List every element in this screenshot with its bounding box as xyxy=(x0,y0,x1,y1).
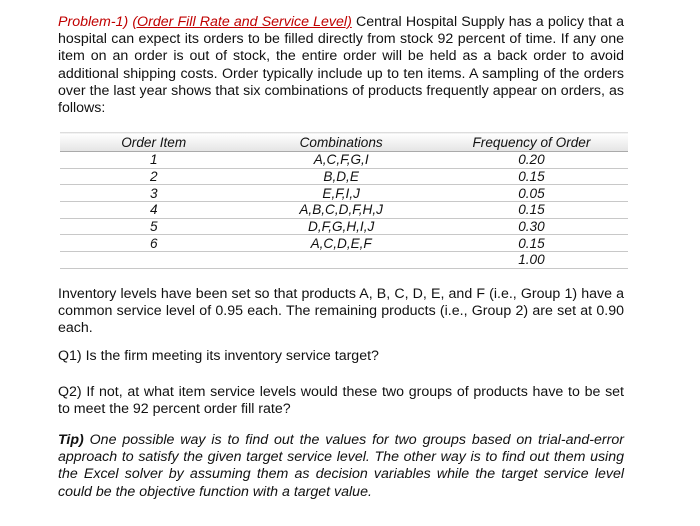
cell-total: 1.00 xyxy=(518,252,545,268)
problem-label: Problem-1) xyxy=(58,14,129,30)
cell-frequency: 0.15 xyxy=(518,235,545,251)
cell-combination: E,F,I,J xyxy=(322,185,360,201)
problem-text: Central Hospital Supply has a policy that a hospital can expect its orders to be filled directly from stock 92 percent of time. If any one item on an order is out of stock, the entire order will be held as a back order to avoid additional shipping costs. Order typically include up to ten items. A sampling of the orders over the last year shows that six combinations of products frequently appear on orders, as follows: xyxy=(58,14,624,117)
table-row xyxy=(60,168,628,185)
cell-frequency: 0.15 xyxy=(518,202,545,218)
inventory-paragraph: Inventory levels have been set so that products A, B, C, D, E, and F (i.e., Group 1) have a common service level of 0.95 each. The remaining products (i.e., Group 2) are set at 0.90 each. xyxy=(58,286,624,337)
problem-statement xyxy=(58,14,624,117)
cell-frequency: 0.05 xyxy=(518,185,545,201)
cell-item: 1 xyxy=(149,152,158,168)
cell-item: 3 xyxy=(149,185,158,201)
cell-item: 5 xyxy=(149,219,158,235)
problem-topic: (Order Fill Rate and Service Level) xyxy=(132,14,352,30)
cell-combination: A,C,D,E,F xyxy=(310,235,372,251)
cell-combination: A,C,F,G,I xyxy=(313,152,369,168)
table-header-row xyxy=(60,133,628,152)
tip-label: Tip) xyxy=(58,432,84,448)
header-frequency: Frequency of Order xyxy=(435,133,628,152)
cell-combination: A,B,C,D,F,H,J xyxy=(299,202,383,218)
table-row xyxy=(60,218,628,235)
cell-frequency: 0.30 xyxy=(518,219,545,235)
cell-combination: B,D,E xyxy=(323,169,359,185)
cell-frequency: 0.15 xyxy=(518,169,545,185)
table-total-row xyxy=(60,252,628,269)
tip-text: One possible way is to find out the values for two groups based on trial-and-error approach to satisfy the given target service level. The other way is to find out them using the Excel solver by assuming them as decision variables while the target service level could be the objective function with a target value. xyxy=(58,432,624,500)
cell-item: 4 xyxy=(149,202,158,218)
question-2: Q2) If not, at what item service levels would these two groups of products have to be set to meet the 92 percent order fill rate? xyxy=(58,384,624,418)
header-order-item: Order Item xyxy=(60,133,247,152)
table-row xyxy=(60,202,628,219)
table-row xyxy=(60,185,628,202)
cell-combination: D,F,G,H,I,J xyxy=(308,219,375,235)
order-frequency-table xyxy=(60,132,628,269)
question-1: Q1) Is the firm meeting its inventory service target? xyxy=(58,348,379,364)
tip-paragraph xyxy=(58,432,624,501)
cell-frequency: 0.20 xyxy=(518,152,545,168)
header-combinations: Combinations xyxy=(247,133,434,152)
table-row xyxy=(60,235,628,252)
cell-item: 2 xyxy=(149,169,158,185)
cell-item: 6 xyxy=(149,235,158,251)
table-row xyxy=(60,152,628,169)
